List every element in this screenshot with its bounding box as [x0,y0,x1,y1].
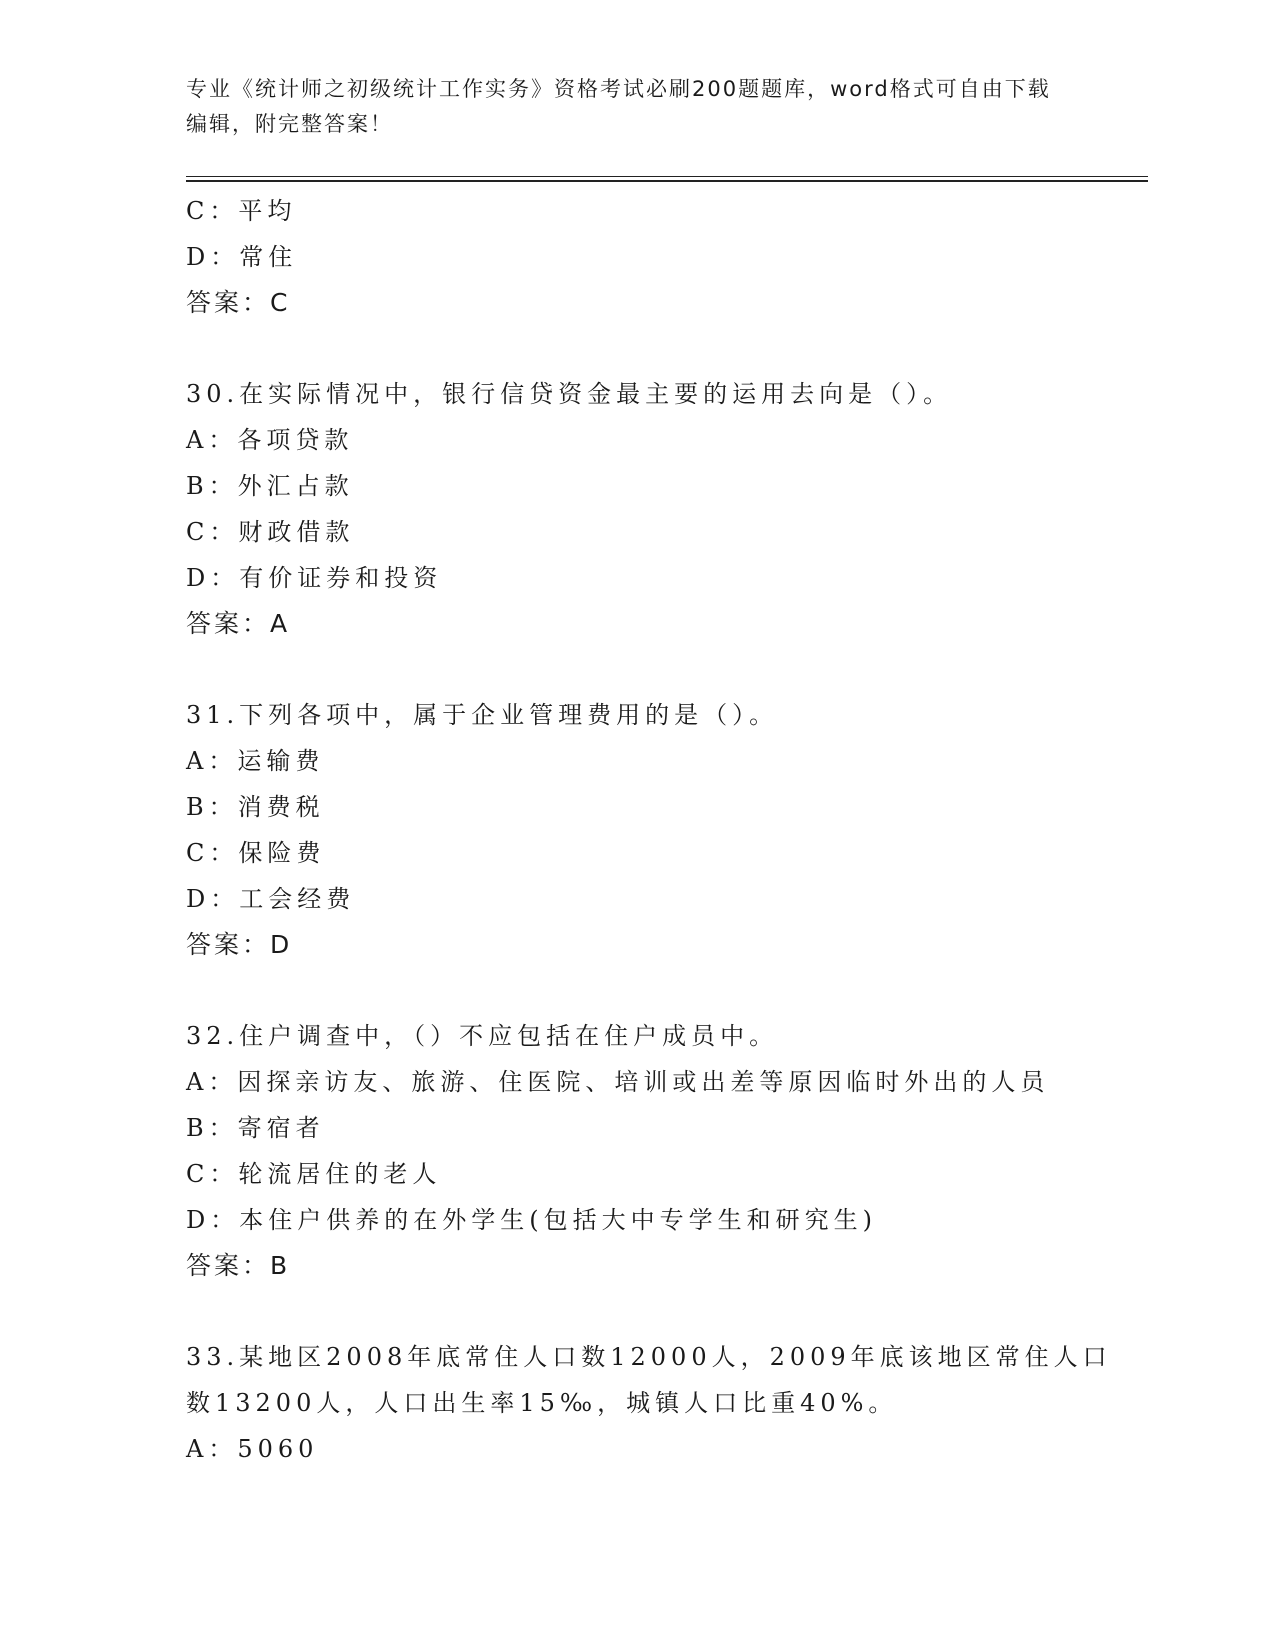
question-list [186,188,1112,1472]
option-d: D：有价证券和投资 [186,564,443,592]
partial-question [186,188,1086,326]
question-33 [186,1334,1112,1472]
option-c: C：保险费 [186,839,326,867]
question-stem: 31.下列各项中，属于企业管理费用的是（）。 [186,701,779,729]
option-d: D：常住 [186,243,298,271]
option-a: A：运输费 [186,747,325,775]
answer-line: 答案：D [186,930,293,959]
option-b: B：消费税 [186,793,325,821]
page-header: 专业《统计师之初级统计工作实务》资格考试必刷200题题库，word格式可自由下载编辑，附完整答案！ [186,77,1051,136]
option-a: A：因探亲访友、旅游、住医院、培训或出差等原因临时外出的人员 [186,1068,1050,1096]
option-c: C：轮流居住的老人 [186,1160,442,1188]
option-c: C：财政借款 [186,518,355,546]
answer-line: 答案：C [186,288,291,317]
question-32 [186,1013,1086,1289]
option-b: B：外汇占款 [186,472,354,500]
question-stem: 30.在实际情况中，银行信贷资金最主要的运用去向是（）。 [186,380,953,408]
option-a: A：各项贷款 [186,426,354,454]
answer-line: 答案：B [186,1251,291,1280]
option-b: B：寄宿者 [186,1114,325,1142]
question-stem-line-1: 33.某地区2008年底常住人口数12000人，2009年底该地区常住人口 [186,1343,1112,1371]
option-d: D：本住户供养的在外学生(包括大中专学生和研究生) [186,1206,877,1234]
answer-line: 答案：A [186,609,291,638]
header-divider-thick [186,180,1148,182]
header-divider-thin [186,176,1148,177]
option-a: A：5060 [186,1435,319,1463]
question-31 [186,692,1086,968]
option-d: D：工会经费 [186,885,356,913]
option-c: C：平均 [186,197,297,225]
question-stem-line-2: 数13200人，人口出生率15‰，城镇人口比重40%。 [186,1389,898,1417]
question-stem: 32.住户调查中，（）不应包括在住户成员中。 [186,1022,779,1050]
question-30 [186,371,1086,647]
